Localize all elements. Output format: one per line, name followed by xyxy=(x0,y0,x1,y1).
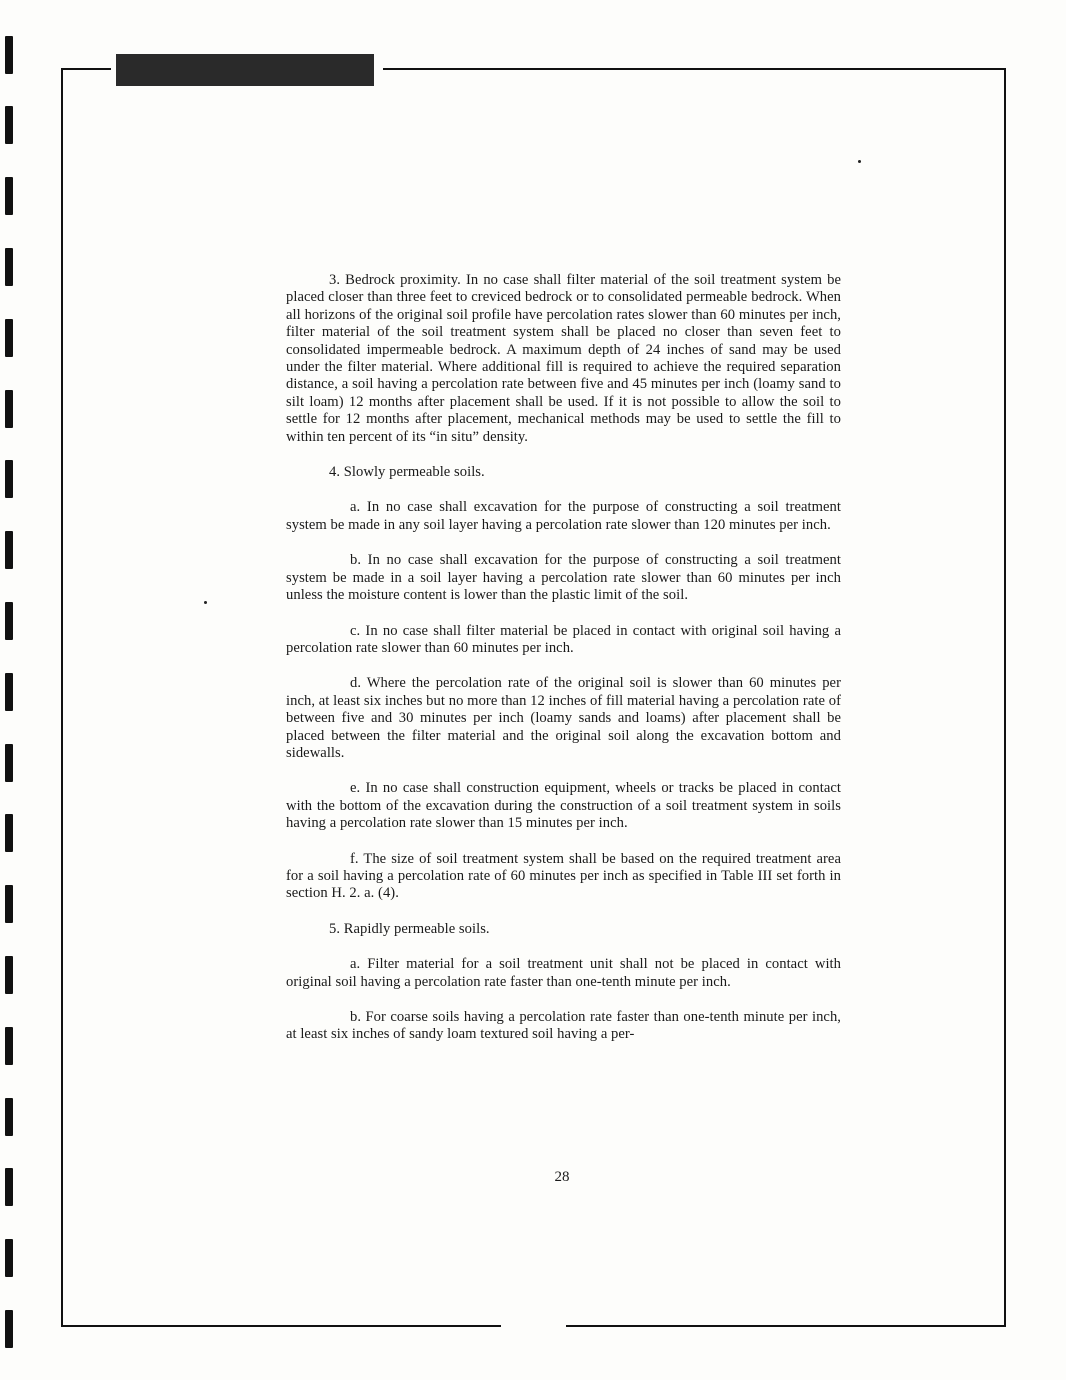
frame-top-right xyxy=(383,68,1006,70)
scan-speck xyxy=(204,601,207,604)
paragraph-4b: b. In no case shall excavation for the purpose of constructing a soil treatment system be made in a soil layer having a percolation rate slower than 60 minutes per inch unless the moisture content is lower than the plastic limit of the soil. xyxy=(286,552,841,604)
heading-slowly-permeable-soils: 4. Slowly permeable soils. xyxy=(329,464,485,481)
paragraph-5a: a. Filter material for a soil treatment unit shall not be placed in contact with original soil having a percolation rate faster than one-tenth minute per inch. xyxy=(286,956,841,990)
binding-hole xyxy=(5,319,13,357)
binding-hole xyxy=(5,390,13,428)
document-body xyxy=(286,272,841,1062)
binding-hole xyxy=(5,814,13,852)
paragraph-4d: d. Where the percolation rate of the original soil is slower than 60 minutes per inch, at least six inches but no more than 12 inches of fill material having a percolation rate of between five and 30 minutes per inch (loamy sands and loams) after placement shall be placed between the filter material and the original soil along the excavation bottom and sidewalls. xyxy=(286,675,841,761)
binding-hole xyxy=(5,460,13,498)
paragraph-5b: b. For coarse soils having a percolation rate faster than one-tenth minute per inch, at least six inches of sandy loam textured soil having a per- xyxy=(286,1009,841,1043)
paragraph-4e: e. In no case shall construction equipment, wheels or tracks be placed in contact with the bottom of the excavation during the construction of a soil treatment system in soils having a percolation rate slower than 15 minutes per inch. xyxy=(286,780,841,832)
binding-hole xyxy=(5,885,13,923)
page-number: 28 xyxy=(554,1169,570,1185)
paragraph-4f: f. The size of soil treatment system shall be based on the required treatment area for a soil having a percolation rate of 60 minutes per inch as specified in Table III set forth in section H. 2. a. (4). xyxy=(286,850,841,902)
frame-right xyxy=(1004,68,1006,1327)
binding-hole xyxy=(5,744,13,782)
binding-hole xyxy=(5,602,13,640)
scan-speck xyxy=(858,160,861,163)
binding-hole xyxy=(5,248,13,286)
paragraph-4a: a. In no case shall excavation for the purpose of constructing a soil treatment system be made in any soil layer having a percolation rate slower than 120 minutes per inch. xyxy=(286,499,841,533)
frame-top-left xyxy=(61,68,111,70)
binding-hole xyxy=(5,36,13,74)
binding-hole xyxy=(5,1027,13,1065)
binding-hole xyxy=(5,1098,13,1136)
binding-holes xyxy=(0,0,40,1380)
frame-bottom-left xyxy=(61,1325,501,1327)
binding-hole xyxy=(5,956,13,994)
paragraph-4c: c. In no case shall filter material be placed in contact with original soil having a percolation rate slower than 60 minutes per inch. xyxy=(286,622,841,656)
paragraph-bedrock-proximity: 3. Bedrock proximity. In no case shall filter material of the soil treatment system be placed closer than three feet to creviced bedrock or to consolidated permeable bedrock. When all horizons of the original soil profile have percolation rates slower than 60 minutes per inch, filter material of the soil treatment system shall be placed no closer than seven feet to consolidated impermeable bedrock. A maximum depth of 24 inches of sand may be used under the filter material. Where additional fill is required to achieve the required separation distance, a soil having a percolation rate between five and 45 minutes per inch (loamy sand to silt loam) 12 months after placement shall be used. If it is not possible to allow the soil to settle for 12 months after placement, mechanical methods may be used to settle the fill to within ten percent of its “in situ” density. xyxy=(286,272,841,445)
binding-hole xyxy=(5,1168,13,1206)
frame-left xyxy=(61,68,63,1327)
binding-hole xyxy=(5,106,13,144)
binding-hole xyxy=(5,1310,13,1348)
frame-bottom-right xyxy=(566,1325,1006,1327)
binding-hole xyxy=(5,177,13,215)
header-bar xyxy=(116,54,374,86)
binding-hole xyxy=(5,531,13,569)
heading-rapidly-permeable-soils: 5. Rapidly permeable soils. xyxy=(329,920,490,937)
binding-hole xyxy=(5,1239,13,1277)
binding-hole xyxy=(5,673,13,711)
